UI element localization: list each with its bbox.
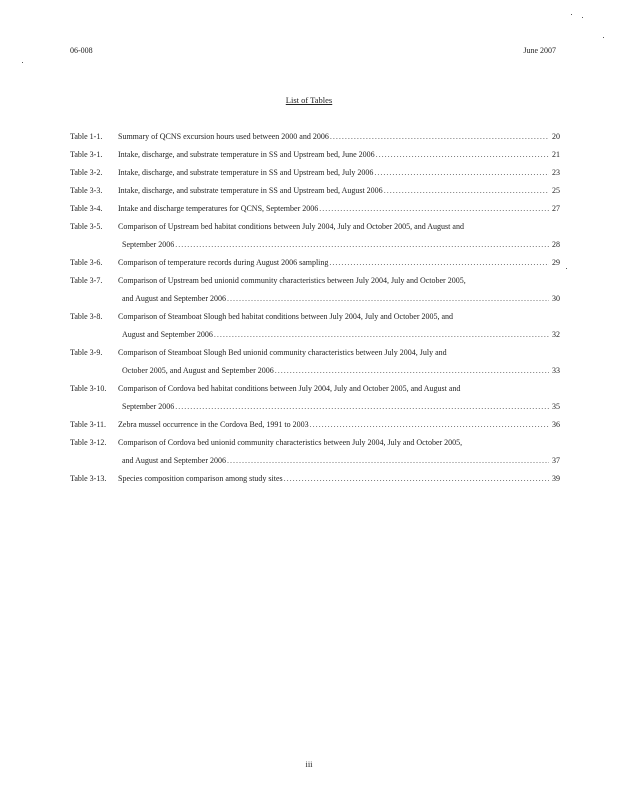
entry-title-continued: September 2006: [122, 240, 175, 249]
entry-number: Table 3-1.: [70, 150, 103, 159]
entry-number: Table 3-2.: [70, 168, 103, 177]
entry-number: Table 3-6.: [70, 258, 103, 267]
dot-leader: [275, 362, 549, 380]
dot-leader: [284, 470, 549, 488]
entry-page: 28: [552, 240, 560, 249]
scan-speck: [571, 14, 572, 15]
entry-title-continued: October 2005, and August and September 2006: [122, 366, 274, 375]
toc-entry-table-3-13: [70, 470, 560, 488]
toc-entry-table-1-1: [70, 128, 560, 146]
toc-entry-table-3-2: [70, 164, 560, 182]
entry-number: Table 3-4.: [70, 204, 103, 213]
toc-entry-table-3-6: [70, 254, 560, 272]
entry-page: 29: [552, 258, 560, 267]
entry-title: Species composition comparison among study sites: [118, 474, 283, 483]
entry-title: Comparison of Steamboat Slough bed habitat conditions between July 2004, July and October 2005, and: [118, 312, 454, 321]
scan-speck: [603, 37, 604, 38]
entry-number: Table 3-3.: [70, 186, 103, 195]
toc-entry-table-3-8: [70, 308, 560, 344]
entry-title-continued: and August and September 2006: [122, 294, 226, 303]
entry-page: 33: [552, 366, 560, 375]
entry-page: 35: [552, 402, 560, 411]
entry-page: 20: [552, 132, 560, 141]
entry-number: Table 3-8.: [70, 312, 103, 321]
table-of-contents: [70, 128, 560, 488]
dot-leader: [310, 416, 549, 434]
entry-number: Table 3-11.: [70, 420, 107, 429]
entry-number: Table 1-1.: [70, 132, 103, 141]
toc-entry-table-3-9: [70, 344, 560, 380]
entry-page: 39: [552, 474, 560, 483]
entry-title: Comparison of Upstream bed habitat conditions between July 2004, July and October 2005, and August and: [118, 222, 464, 231]
toc-entry-table-3-11: [70, 416, 560, 434]
scan-speck: [582, 17, 583, 18]
dot-leader: [227, 452, 549, 470]
entry-title: Comparison of Upstream bed unionid community characteristics between July 2004, July and October 2005,: [118, 276, 466, 285]
toc-entry-table-3-10: [70, 380, 560, 416]
entry-page: 36: [552, 420, 560, 429]
document-id: 06-008: [70, 46, 93, 55]
entry-number: Table 3-10.: [70, 384, 107, 393]
dot-leader: [175, 398, 549, 416]
dot-leader: [376, 146, 549, 164]
entry-title: Intake and discharge temperatures for QCNS, September 2006: [118, 204, 319, 213]
entry-number: Table 3-5.: [70, 222, 103, 231]
dot-leader: [384, 182, 549, 200]
entry-page: 27: [552, 204, 560, 213]
entry-title: Intake, discharge, and substrate temperature in SS and Upstream bed, June 2006: [118, 150, 375, 159]
dot-leader: [374, 164, 549, 182]
dot-leader: [214, 326, 549, 344]
scan-speck: [22, 62, 23, 63]
page-title: List of Tables: [285, 95, 333, 105]
entry-title: Summary of QCNS excursion hours used between 2000 and 2006: [118, 132, 329, 141]
toc-entry-table-3-5: [70, 218, 560, 254]
toc-entry-table-3-1: [70, 146, 560, 164]
entry-title: Intake, discharge, and substrate temperature in SS and Upstream bed, July 2006: [118, 168, 374, 177]
entry-number: Table 3-7.: [70, 276, 103, 285]
toc-entry-table-3-4: [70, 200, 560, 218]
dot-leader: [329, 254, 549, 272]
dot-leader: [175, 236, 549, 254]
entry-title-continued: August and September 2006: [122, 330, 213, 339]
entry-title: Comparison of Steamboat Slough Bed unionid community characteristics between July 2004, July and: [118, 348, 447, 357]
document-date: June 2007: [523, 46, 556, 55]
entry-page: 25: [552, 186, 560, 195]
entry-title: Comparison of temperature records during August 2006 sampling: [118, 258, 329, 267]
entry-page: 23: [552, 168, 560, 177]
toc-entry-table-3-7: [70, 272, 560, 308]
entry-number: Table 3-9.: [70, 348, 103, 357]
entry-page: 37: [552, 456, 560, 465]
entry-title: Comparison of Cordova bed habitat conditions between July 2004, July and October 2005, and August and: [118, 384, 461, 393]
page-number: iii: [305, 759, 313, 769]
entry-page: 30: [552, 294, 560, 303]
entry-title-continued: September 2006: [122, 402, 175, 411]
entry-page: 21: [552, 150, 560, 159]
entry-title-continued: and August and September 2006: [122, 456, 226, 465]
toc-entry-table-3-12: [70, 434, 560, 470]
dot-leader: [330, 128, 549, 146]
scan-speck: [566, 268, 567, 269]
toc-entry-table-3-3: [70, 182, 560, 200]
entry-page: 32: [552, 330, 560, 339]
dot-leader: [319, 200, 549, 218]
entry-number: Table 3-12.: [70, 438, 107, 447]
entry-title: Comparison of Cordova bed unionid community characteristics between July 2004, July and October 2005,: [118, 438, 463, 447]
entry-title: Zebra mussel occurrence in the Cordova Bed, 1991 to 2003: [118, 420, 309, 429]
dot-leader: [227, 290, 549, 308]
entry-title: Intake, discharge, and substrate temperature in SS and Upstream bed, August 2006: [118, 186, 383, 195]
entry-number: Table 3-13.: [70, 474, 107, 483]
